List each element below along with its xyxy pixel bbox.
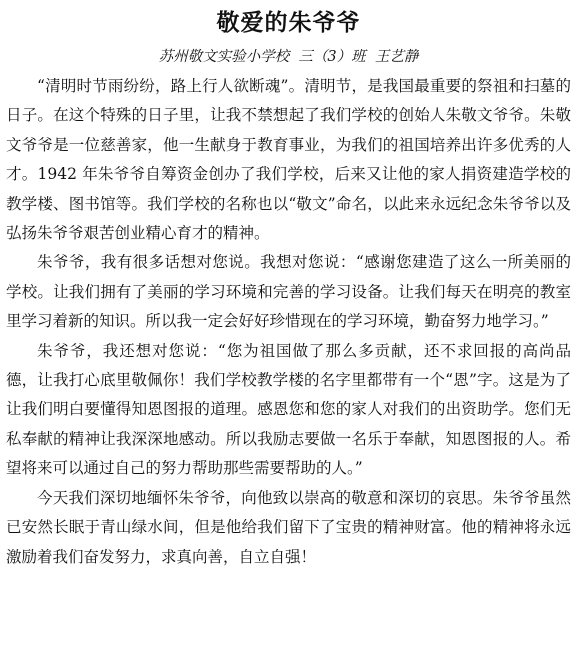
paragraph-4: 今天我们深切地缅怀朱爷爷，向他致以崇高的敬意和深切的哀思。朱爷爷虽然已安然长眠于青山绿水间，但是他给我们留下了宝贵的精神财富。他的精神将永远激励着我们奋发努力，求真向善，自立自强！ bbox=[6, 488, 571, 566]
paragraph-1: “清明时节雨纷纷，路上行人欲断魂”。清明节，是我国最重要的祭祖和扫墓的日子。在这个特殊的日子里，让我不禁想起了我们学校的创始人朱敬文爷爷。朱敬文爷爷是一位慈善家，他一生献身于教育事业，为我们的祖国培养出许多优秀的人才。1942 年朱爷爷自筹资金创办了我们学校，后来又让他的家人捐资建造学校的教学楼、图书馆等。我们学校的名称也以“敬文”命名，以此来永远纪念朱爷爷以及弘扬朱爷爷艰苦创业精心育才的精神。 bbox=[6, 77, 571, 243]
paragraph-2: 朱爷爷，我有很多话想对您说。我想对您说：“感谢您建造了这么一所美丽的学校。让我们拥有了美丽的学习环境和完善的学习设备。让我们每天在明亮的教室里学习着新的知识。所以我一定会好好珍惜现在的学习环境，勤奋努力地学习。” bbox=[6, 253, 571, 331]
paragraph-3: 朱爷爷，我还想对您说：“您为祖国做了那么多贡献，还不求回报的高尚品德，让我打心底里敬佩你！我们学校教学楼的名字里都带有一个“恩”字。这是为了让我们明白要懂得知恩图报的道理。感恩您和您的家人对我们的出资助学。您们无私奉献的精神让我深深地感动。所以我励志要做一名乐于奉献，知恩图报的人。希望将来可以通过自己的努力帮助那些需要帮助的人。” bbox=[6, 341, 571, 478]
essay-title: 敬爱的朱爷爷 bbox=[216, 9, 361, 36]
author-byline: 苏州敬文实验小学校 三（3）班 王艺静 bbox=[158, 49, 419, 65]
